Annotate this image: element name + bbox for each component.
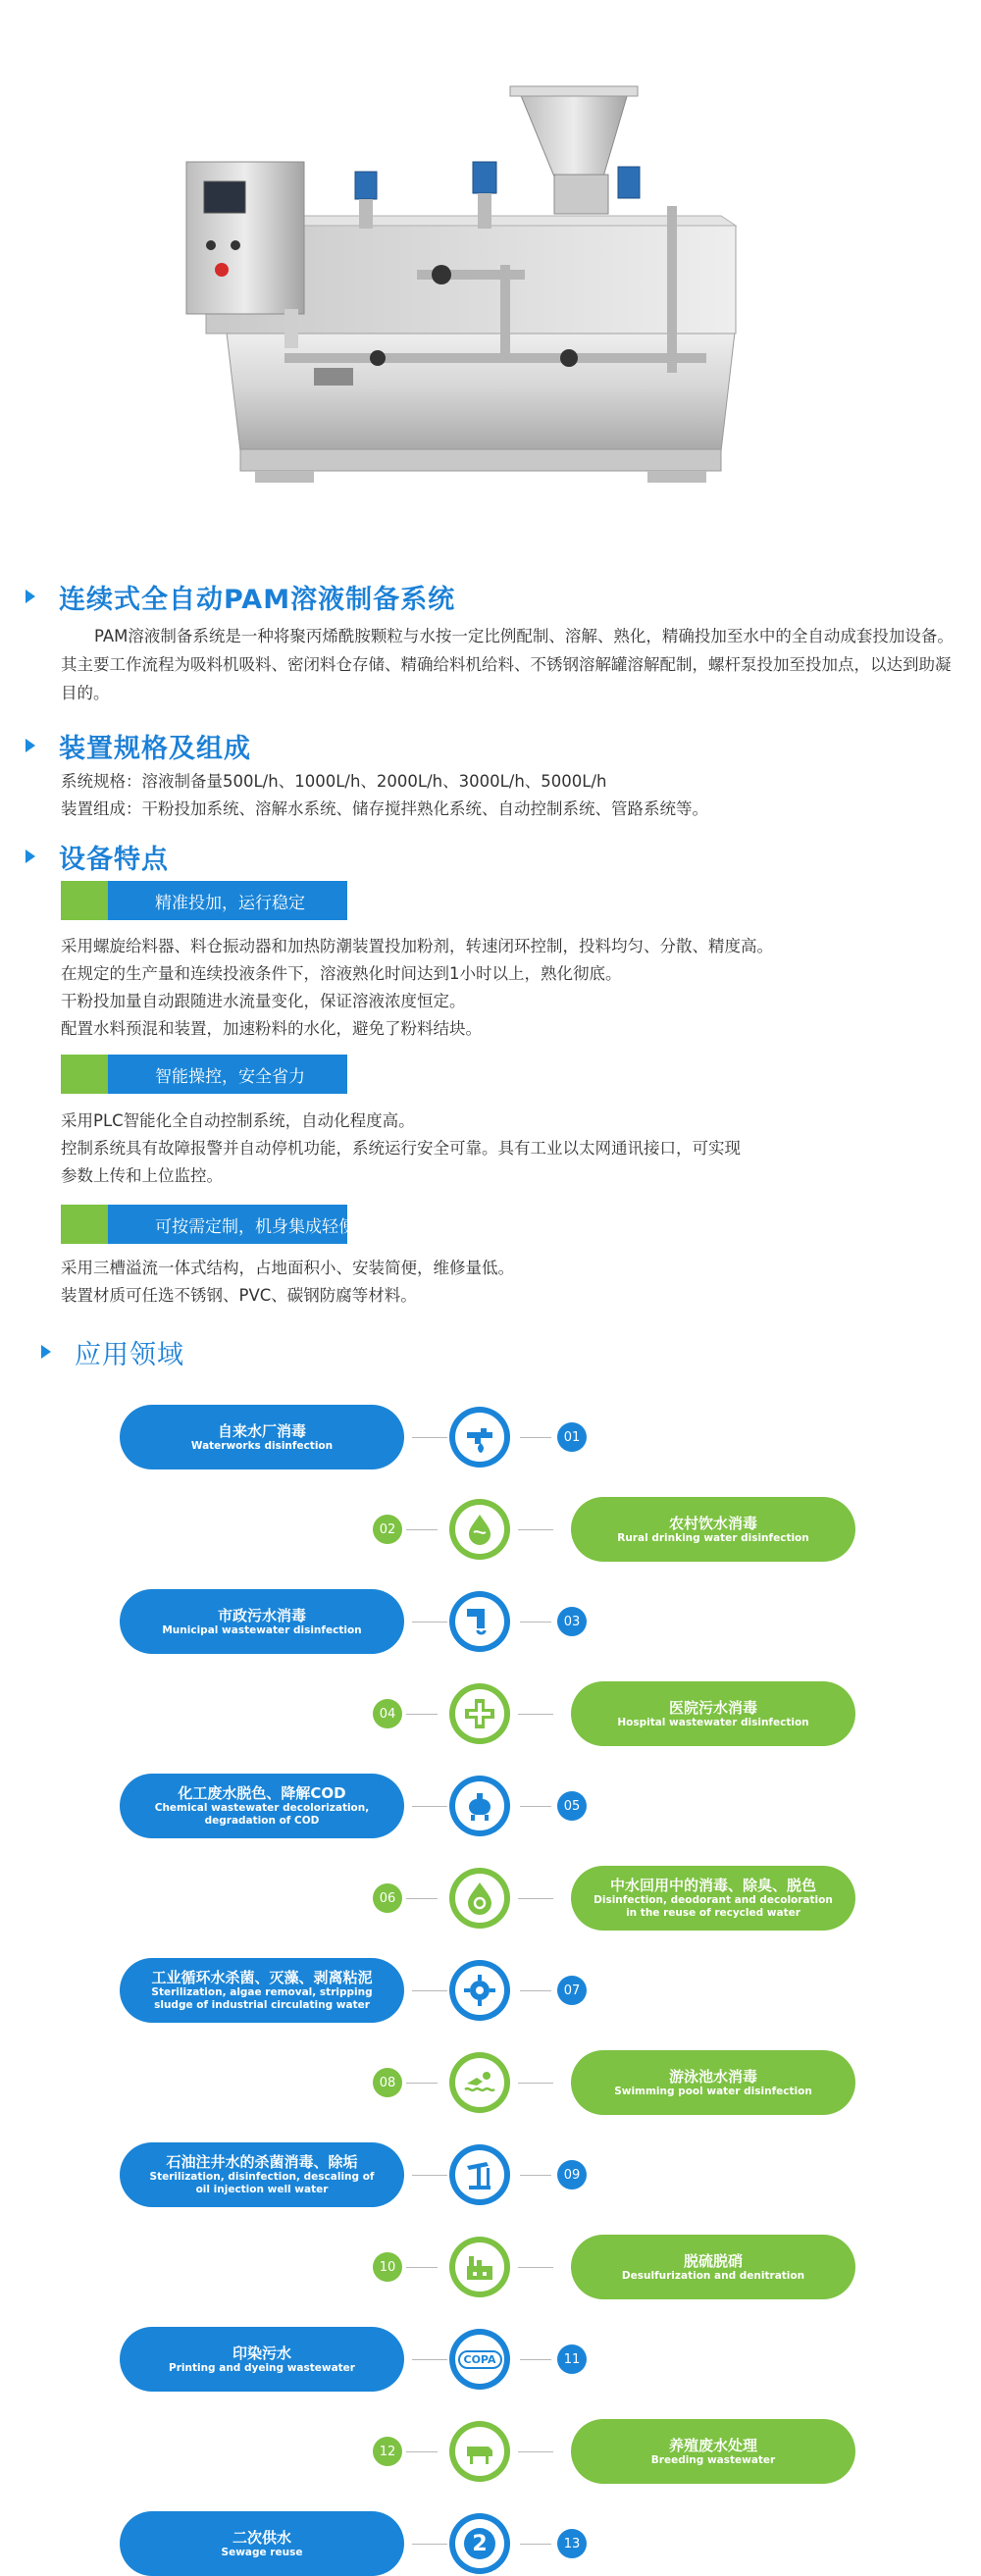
application-name-en: sludge of industrial circulating water: [154, 1999, 370, 2011]
connector-line: [520, 1437, 551, 1438]
spec-title: 装置规格及组成: [59, 733, 251, 764]
application-pill: [571, 1681, 855, 1746]
spec-heading: [26, 728, 251, 763]
application-pill: [120, 1774, 404, 1838]
gear-icon: [449, 1960, 510, 2021]
application-name-en: Disinfection, deodorant and decoloration: [594, 1894, 833, 1906]
application-number: 11: [557, 2344, 587, 2374]
applications-heading: [41, 1334, 184, 1369]
intro-heading: [26, 579, 455, 614]
application-pill: [120, 1589, 404, 1654]
application-pill: [571, 2419, 855, 2484]
connector-line: [518, 2267, 553, 2268]
application-pill: [571, 2050, 855, 2115]
application-number: 09: [557, 2160, 587, 2190]
oil-pump-icon: [449, 2144, 510, 2205]
application-number: 03: [557, 1607, 587, 1636]
application-name-zh: 自来水厂消毒: [217, 1421, 306, 1440]
connector-line: [520, 1622, 551, 1623]
feature-line: 配置水料预混和装置，加速粉料的水化，避免了粉料结块。: [61, 1019, 482, 1038]
application-name-en: Printing and dyeing wastewater: [169, 2361, 355, 2374]
water-drop-icon: [449, 1499, 510, 1560]
recycle-drop-icon: [449, 1868, 510, 1929]
application-pill: [120, 1405, 404, 1469]
application-number: 10: [373, 2252, 402, 2282]
connector-line: [412, 2359, 447, 2360]
tag-label: 智能操控，安全省力: [108, 1055, 347, 1094]
connector-line: [406, 2083, 438, 2084]
feature-line: 参数上传和上位监控。: [61, 1166, 223, 1185]
features-title: 设备特点: [59, 844, 169, 875]
chemical-tank-icon: [449, 1776, 510, 1836]
feature-line: 采用螺旋给料器、料仓振动器和加热防潮装置投加粉剂，转速闭环控制，投料均匀、分散、精度高。: [61, 937, 773, 955]
number-two-icon: [449, 2513, 510, 2574]
application-name-zh: 中水回用中的消毒、除臭、脱色: [609, 1877, 816, 1894]
section-arrow-icon: [26, 850, 35, 863]
applications-title: 应用领域: [75, 1339, 184, 1370]
icon-badge-text: COPA: [458, 2350, 502, 2369]
connector-line: [412, 2175, 447, 2176]
connector-line: [406, 1529, 438, 1530]
application-name-en: Desulfurization and denitration: [621, 2269, 805, 2282]
feature-tag-1: [61, 881, 347, 920]
application-pill: [120, 2327, 404, 2392]
tag-label: 可按需定制，机身集成轻便: [108, 1205, 347, 1244]
icon-badge-text: 2: [464, 2528, 495, 2559]
factory-icon: [449, 2237, 510, 2297]
application-name-zh: 养殖废水处理: [668, 2436, 757, 2454]
section-arrow-icon: [26, 590, 35, 603]
cow-icon: [449, 2421, 510, 2482]
connector-line: [520, 2359, 551, 2360]
application-pill: [571, 1866, 855, 1931]
tag-accent: [61, 1205, 108, 1244]
connector-line: [406, 2451, 438, 2452]
application-name-zh: 化工废水脱色、降解COD: [178, 1784, 346, 1802]
intro-body-text: PAM溶液制备系统是一种将聚丙烯酰胺颗粒与水按一定比例配制、溶解、熟化，精确投加至水中的全自动成套投加设备。其主要工作流程为吸料机吸料、密闭料仓存储、精确给料机给料、不锈钢溶解罐溶解配制，螺杆泵投加至投加点，以达到助凝目的。: [61, 627, 954, 702]
application-name-en: Hospital wastewater disinfection: [617, 1716, 809, 1728]
connector-line: [520, 1990, 551, 1991]
feature-line: 装置材质可任选不锈钢、PVC、碳钢防腐等材料。: [61, 1286, 417, 1305]
application-number: 08: [373, 2068, 402, 2097]
application-name-zh: 印染污水: [232, 2344, 291, 2362]
connector-line: [520, 2175, 551, 2176]
connector-line: [412, 1990, 447, 1991]
application-pill: [571, 1497, 855, 1562]
application-number: 04: [373, 1699, 402, 1728]
application-name-zh: 石油注井水的杀菌消毒、除垢: [166, 2153, 358, 2171]
connector-line: [518, 2451, 553, 2452]
spec-line-1: 系统规格：溶液制备量500L/h、1000L/h、2000L/h、3000L/h、5000L/h: [61, 772, 607, 791]
connector-line: [412, 1622, 447, 1623]
application-name-zh: 脱硫脱硝: [683, 2251, 743, 2270]
application-name-en: Rural drinking water disinfection: [617, 1531, 809, 1544]
application-name-en: Sewage reuse: [221, 2546, 303, 2558]
connector-line: [518, 2083, 553, 2084]
faucet-icon: [449, 1407, 510, 1468]
feature-line: 干粉投加量自动跟随进水流量变化，保证溶液浓度恒定。: [61, 992, 466, 1010]
application-pill: [120, 2142, 404, 2207]
application-name-en: oil injection well water: [195, 2184, 329, 2195]
application-name-zh: 医院污水消毒: [668, 1698, 757, 1717]
application-number: 12: [373, 2437, 402, 2466]
connector-line: [518, 1714, 553, 1715]
feature-tag-3: [61, 1205, 355, 1244]
tag-label: 精准投加，运行稳定: [108, 881, 347, 920]
intro-body: [61, 622, 963, 707]
feature-line: 采用PLC智能化全自动控制系统，自动化程度高。: [61, 1111, 415, 1130]
application-name-en: Municipal wastewater disinfection: [162, 1623, 362, 1636]
application-number: 07: [557, 1976, 587, 2005]
application-number: 02: [373, 1515, 402, 1544]
spec-line-2: 装置组成：干粉投加系统、溶解水系统、储存搅拌熟化系统、自动控制系统、管路系统等。: [61, 799, 708, 818]
application-number: 13: [557, 2529, 587, 2558]
application-name-zh: 市政污水消毒: [217, 1606, 306, 1624]
medical-cross-icon: [449, 1683, 510, 1744]
application-name-zh: 工业循环水杀菌、灭藻、剥离粘泥: [151, 1969, 373, 1986]
connector-line: [406, 2267, 438, 2268]
copa-badge-icon: [449, 2329, 510, 2390]
connector-line: [406, 1714, 438, 1715]
intro-title: 连续式全自动PAM溶液制备系统: [59, 584, 456, 615]
application-pill: [120, 2511, 404, 2576]
tag-accent: [61, 1055, 108, 1094]
application-name-en: degradation of COD: [204, 1815, 320, 1827]
application-name-en: Chemical wastewater decolorization,: [154, 1802, 370, 1814]
features-heading: [26, 839, 169, 874]
connector-line: [518, 1898, 553, 1899]
connector-line: [412, 1806, 447, 1807]
application-number: 05: [557, 1791, 587, 1821]
connector-line: [520, 1806, 551, 1807]
application-pill: [120, 1958, 404, 2023]
product-image: [157, 59, 746, 530]
application-name-zh: 农村饮水消毒: [668, 1514, 757, 1532]
application-number: 01: [557, 1422, 587, 1452]
feature-tag-2: [61, 1055, 347, 1094]
connector-line: [520, 2544, 551, 2545]
feature-line: 采用三槽溢流一体式结构，占地面积小、安装简便，维修量低。: [61, 1259, 514, 1277]
application-name-en: Sterilization, algae removal, stripping: [151, 1986, 373, 1998]
connector-line: [406, 1898, 438, 1899]
application-name-zh: 二次供水: [232, 2528, 291, 2547]
drain-pipe-icon: [449, 1591, 510, 1652]
tag-accent: [61, 881, 108, 920]
application-name-en: Breeding wastewater: [650, 2453, 776, 2466]
feature-line: 在规定的生产量和连续投液条件下，溶液熟化时间达到1小时以上，熟化彻底。: [61, 964, 622, 983]
connector-line: [412, 1437, 447, 1438]
connector-line: [518, 1529, 553, 1530]
application-number: 06: [373, 1883, 402, 1913]
feature-line: 控制系统具有故障报警并自动停机功能，系统运行安全可靠。具有工业以太网通讯接口，可实现: [61, 1139, 741, 1158]
application-name-en: in the reuse of recycled water: [626, 1907, 800, 1919]
application-pill: [571, 2235, 855, 2299]
application-name-en: Sterilization, disinfection, descaling of: [149, 2171, 375, 2183]
application-name-en: Waterworks disinfection: [190, 1439, 334, 1452]
section-arrow-icon: [41, 1345, 51, 1359]
application-name-en: Swimming pool water disinfection: [614, 2085, 812, 2097]
section-arrow-icon: [26, 739, 35, 752]
connector-line: [412, 2544, 447, 2545]
application-name-zh: 游泳池水消毒: [668, 2067, 757, 2086]
swimmer-icon: [449, 2052, 510, 2113]
